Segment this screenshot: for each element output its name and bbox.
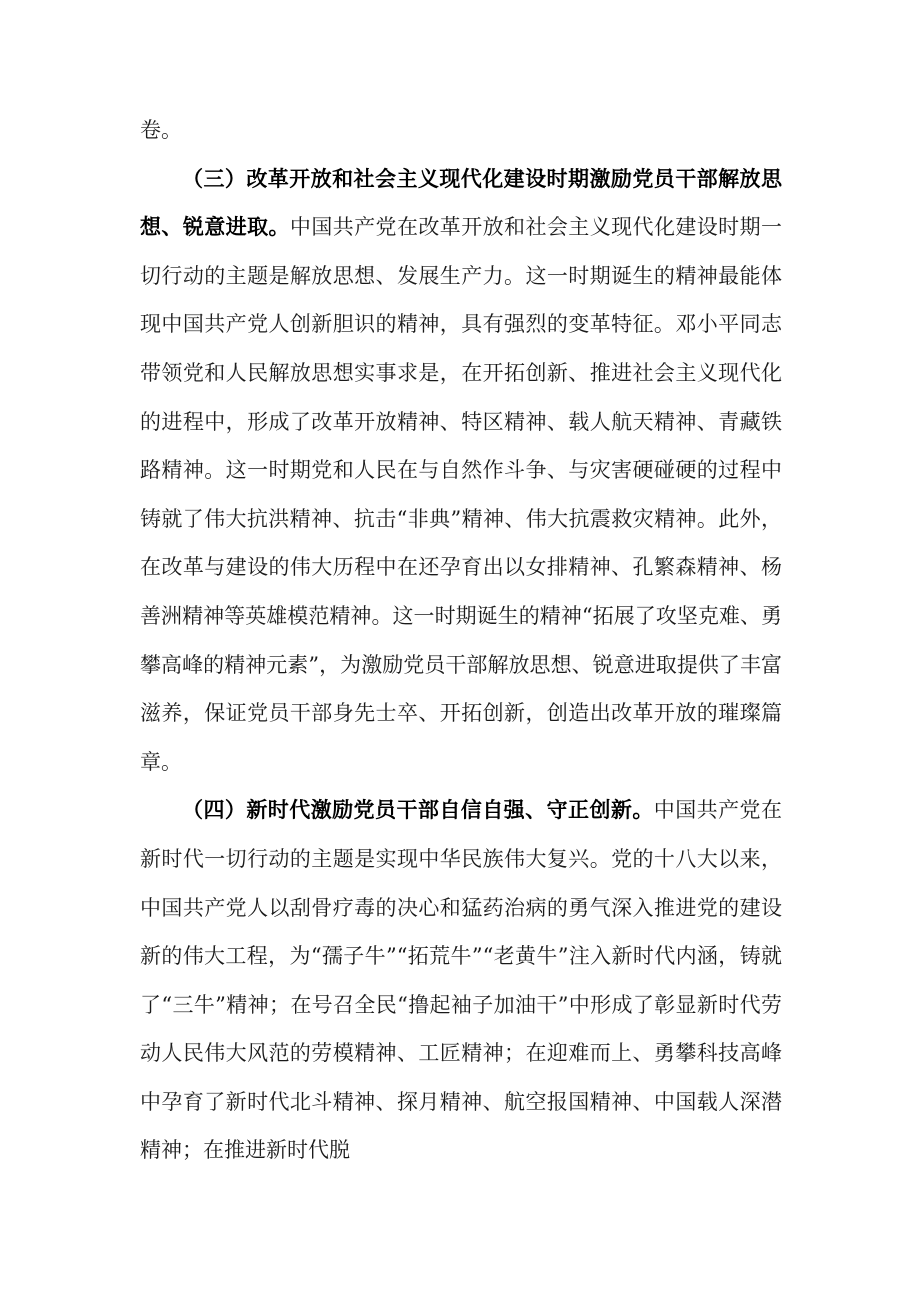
section-heading: （四）新时代激励党员干部自信自强、守正创新。 [182, 797, 654, 823]
paragraph-section-four [140, 786, 782, 1175]
paragraph-continuation [140, 106, 782, 155]
paragraph-text: 中国共产党在改革开放和社会主义现代化建设时期一切行动的主题是解放思想、发展生产力。这一时期诞生的精神最能体现中国共产党人创新胆识的精神，具有强烈的变革特征。邓小平同志带领党和人民解放思想实事求是，在开拓创新、推进社会主义现代化的进程中，形成了改革开放精神、特区精神、载人航天精神、青藏铁路精神。这一时期党和人民在与自然作斗争、与灾害硬碰硬的过程中铸就了伟大抗洪精神、抗击“非典”精神、伟大抗震救灾精神。此外，在改革与建设的伟大历程中在还孕育出以女排精神、孔繁森精神、杨善洲精神等英雄模范精神。这一时期诞生的精神“拓展了攻坚克难、勇攀高峰的精神元素”，为激励党员干部解放思想、锐意进取提供了丰富滋养，保证党员干部身先士卒、开拓创新，创造出改革开放的璀璨篇章。 [140, 215, 783, 774]
paragraph-text: 卷。 [140, 118, 182, 142]
paragraph-section-three [140, 155, 782, 787]
section-heading: （三）改革开放和社会主义现代化建设时期激励党员干部解放思想、锐意进取。 [140, 165, 782, 240]
document-body [140, 106, 782, 1175]
paragraph-text: 中国共产党在新时代一切行动的主题是实现中华民族伟大复兴。党的十八大以来，中国共产党人以刮骨疗毒的决心和猛药治病的勇气深入推进党的建设新的伟大工程，为“孺子牛”“拓荒牛”“老黄牛”注入新时代内涵，铸就了“三牛”精神；在号召全民“撸起袖子加油干”中形成了彰显新时代劳动人民伟大风范的劳模精神、工匠精神；在迎难而上、勇攀科技高峰中孕育了新时代北斗精神、探月精神、航空报国精神、中国载人深潜精神；在推进新时代脱 [140, 798, 783, 1163]
